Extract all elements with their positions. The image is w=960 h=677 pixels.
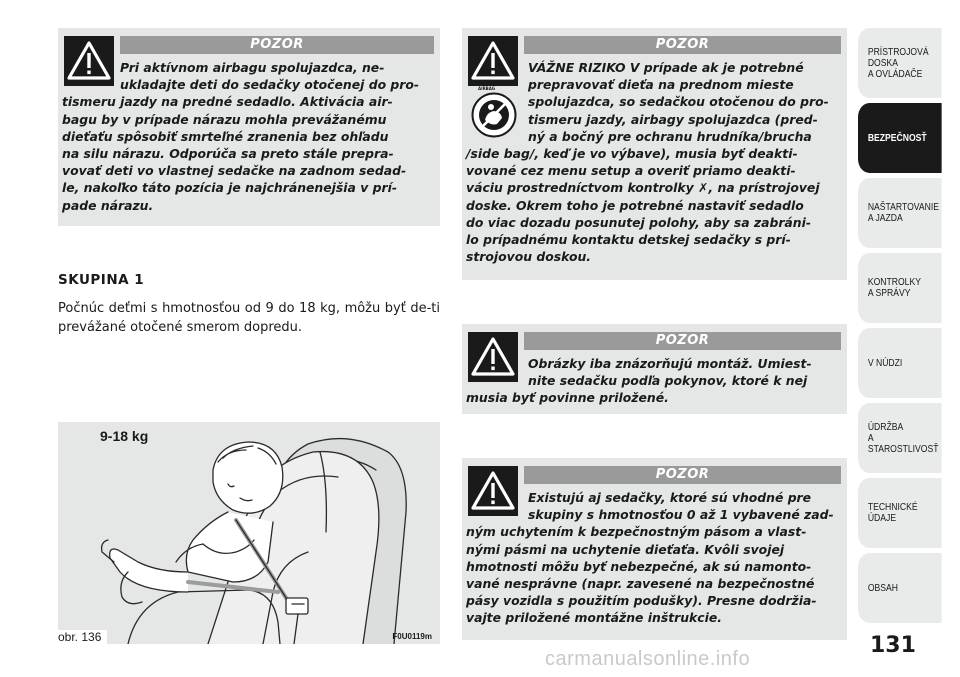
text-line: pade nárazu. [62,197,154,213]
text-line: pásy vozidla s použitím podušky). Presne dodržia- [466,593,817,609]
page-number: 131 [870,633,916,658]
text-line: lo prípadnému kontaktu detskej sedačky s prí- [466,232,791,248]
text-line: ukladajte deti do sedačky otočenej do pro- [120,77,420,93]
text-line: vajte priložené montážne inštrukcie. [466,610,722,626]
text-line: Existujú aj sedačky, ktoré sú vhodné pre [528,490,812,505]
sidebar-item-maintenance[interactable]: ÚDRŽBA A STAROSTLIVOSŤ [858,403,942,473]
text-line: nými pásmi na uchytenie dieťaťa. Kvôli svojej [466,541,785,557]
warning-text [466,489,843,627]
figure-weight-label: 9-18 kg [100,428,149,444]
text-line: Pri aktívnom airbagu spolujazdca, ne- [120,60,385,75]
warning-text [466,59,843,265]
text-line: váciu prostredníctvom kontrolky ✗, na prístrojovej [466,180,820,196]
warning-title: POZOR [120,36,434,54]
warning-box-airbag [58,28,440,226]
figure-caption: obr. 136 [58,630,107,644]
text-line: ný a bočný pre ochranu hrudníka/brucha [528,128,812,144]
sidebar-item-technical-data[interactable]: TECHNICKÉ ÚDAJE [858,478,942,548]
sidebar-item-dashboard[interactable]: PRÍSTROJOVÁ DOSKA A OVLÁDAČE [858,28,942,98]
text-line: vované cez menu setup a overiť priamo deakti- [466,163,796,179]
section-heading: SKUPINA 1 [58,272,145,288]
text-line: musia byť povinne priložené. [466,390,669,406]
warning-text [466,355,843,407]
text-line: tismeru jazdy, airbagy spolujazdca (pred- [528,111,818,127]
warning-box-serious-risk [462,28,847,280]
text-line: dieťaťu spôsobiť smrteľné zranenia bez ohľadu [62,128,389,144]
text-line: VÁŽNE RIZIKO V prípade ak je potrebné [528,60,804,75]
text-line: hmotnosti môžu byť nebezpečné, ak sú namonto- [466,558,812,574]
section-paragraph: Počnúc deťmi s hmotnosťou od 9 do 18 kg, môžu byť de-ti prevážané otočené smerom dopredu. [58,301,440,335]
text-line: vovať deti vo vlastnej sedačke na zadnom sedad- [62,163,407,179]
text-line: prepravovať dieťa na prednom mieste [528,77,794,93]
text-line: ným uchytením k bezpečnostným pásom a vlast- [466,524,807,540]
text-line: bagu by v prípade nárazu mohla prevážanému [62,111,387,127]
text-line: nite sedačku podľa pokynov, ktoré k nej [528,373,808,389]
text-line: vané nesprávne (napr. zavesené na bezpečnostné [466,576,815,592]
warning-text [62,59,436,214]
text-line: /side bag/, keď je vo výbave), musia byť deakti- [466,146,798,162]
text-line: na silu nárazu. Odporúča sa preto stále prepra- [62,146,394,162]
sidebar-item-contents[interactable]: OBSAH [858,553,942,623]
warning-box-seat-types [462,458,847,640]
sidebar-item-starting-driving[interactable]: NAŠTARTOVANIE A JAZDA [858,178,942,248]
child-seat-drawing [58,422,440,644]
warning-box-illustrations [462,324,847,414]
text-line: skupiny s hmotnosťou 0 až 1 vybavené zad- [528,507,834,523]
sidebar-item-warning-lights[interactable]: KONTROLKY A SPRÁVY [858,253,942,323]
warning-title: POZOR [524,466,841,484]
warning-title: POZOR [524,36,841,54]
text-line: do viac dozadu posunutej polohy, aby sa zabráni- [466,214,812,230]
text-line: Obrázky iba znázorňujú montáž. Umiest- [528,356,812,371]
sidebar-item-emergency[interactable]: V NÚDZI [858,328,942,398]
text-line: doske. Okrem toho je potrebné nastaviť sedadlo [466,197,804,213]
warning-title: POZOR [524,332,841,350]
text-line: strojovou doskou. [466,249,592,265]
text-line: le, nakoľko táto pozícia je najchránenejšia v prí- [62,180,397,196]
text-line: tismeru jazdy na predné sedadlo. Aktivácia air- [62,94,393,110]
child-seat-illustration [58,422,440,644]
watermark: carmanualsonline.info [545,648,751,670]
text-line: spolujazdca, so sedačkou otočenou do pro- [528,94,829,110]
figure-code: F0U0119m [392,632,432,641]
airbag-icon-label: AIRBAG [478,86,496,91]
sidebar-item-safety[interactable]: BEZPEČNOSŤ [858,103,942,173]
